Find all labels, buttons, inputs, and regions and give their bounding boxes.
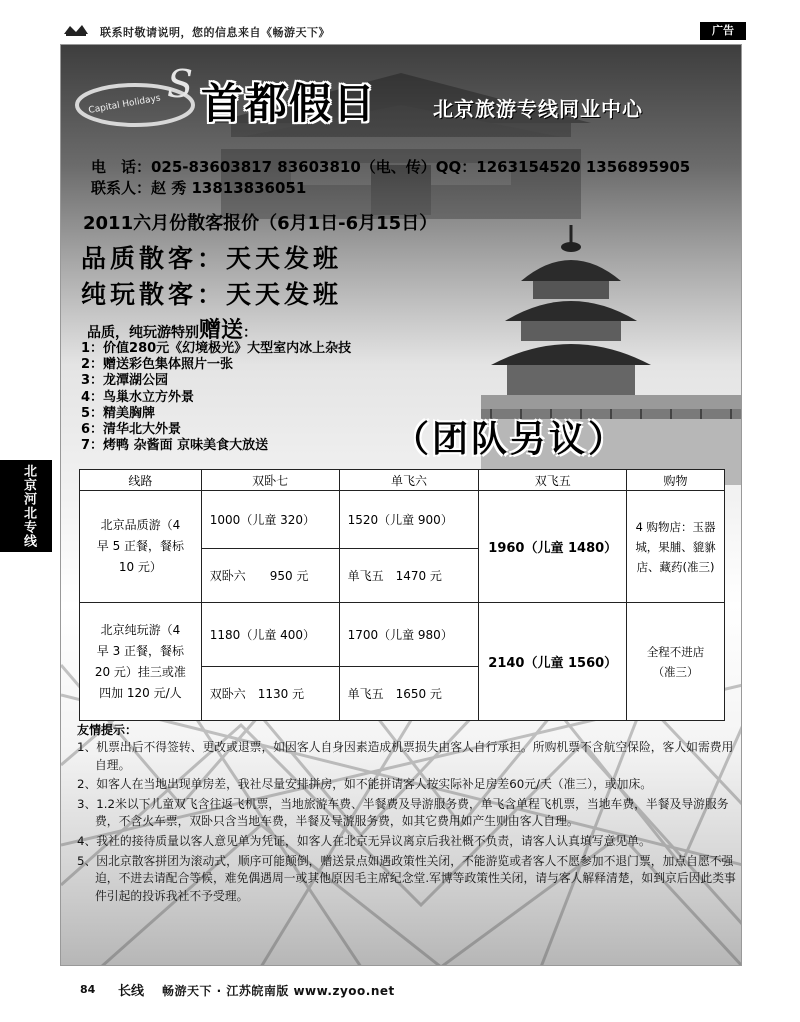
ad-badge: 广告 <box>700 22 746 40</box>
contact-block <box>91 157 690 199</box>
col-header-double-sleeper-7: 双卧七 <box>201 470 339 491</box>
route-line: 早 3 正餐，餐标 <box>96 643 185 658</box>
price-cell: 双卧六 950 元 <box>201 549 339 603</box>
brand-title: 首都假日 <box>201 79 378 128</box>
shopping-line: 4 购物店：玉器 <box>635 519 716 534</box>
price-cell: 单飞五 1650 元 <box>339 667 479 721</box>
page-footer <box>0 970 800 1022</box>
route-line: 早 5 正餐，餐标 <box>96 539 185 553</box>
brand-subtitle: 北京旅游专线同业中心 <box>433 97 643 121</box>
tips-list <box>77 739 737 907</box>
col-header-shopping: 购物 <box>627 470 725 491</box>
gift-item: 4：鸟巢水立方外景 <box>81 389 195 405</box>
col-header-single-flight-6: 单飞六 <box>339 470 479 491</box>
gift-item: 7：烤鸭 杂酱面 京味美食大放送 <box>81 438 269 454</box>
price-cell: 1960（儿童 1480） <box>479 491 627 603</box>
tips-title: 友情提示： <box>77 723 138 737</box>
section-side-tab <box>0 460 52 552</box>
col-header-double-flight-5: 双飞五 <box>479 470 627 491</box>
source-notice: 联系时敬请说明，您的信息来自《畅游天下》 <box>100 26 330 39</box>
group-price-note: （团队另议） <box>393 418 628 460</box>
contact-person-line: 联系人：赵 秀 13813836051 <box>91 179 307 197</box>
table-header-row <box>80 470 725 491</box>
headline-quality: 品质散客：天天发班 <box>81 244 343 273</box>
gift-prefix: 品质，纯玩游特别 <box>87 325 199 341</box>
side-tab-label: 北京河北专线 <box>21 464 36 548</box>
tip-item: 2、如客人在当地出现单房差，我社尽量安排拼房，如不能拼请客人按实际补足房差60元/天（准三），或加床。 <box>77 777 653 792</box>
shopping-line: 城，果脯、貔貅 <box>635 539 716 554</box>
gift-item: 6：清华北大外景 <box>81 422 182 438</box>
magazine-url[interactable]: www.zyoo.net <box>293 984 395 998</box>
promo-title: 2011六月份散客报价（6月1日-6月15日） <box>83 213 438 234</box>
table-row <box>80 603 725 667</box>
gift-heading <box>87 313 257 344</box>
shopping-line: 店、藏药(准三) <box>636 559 715 574</box>
page-number: 84 <box>80 983 96 996</box>
col-header-route: 线路 <box>80 470 202 491</box>
shopping-line: （准三） <box>652 664 699 679</box>
price-cell: 1700（儿童 980） <box>339 603 479 667</box>
headline-pure-play: 纯玩散客：天天发班 <box>81 280 343 309</box>
shopping-line: 全程不进店 <box>646 644 705 659</box>
route-line: 20 元）挂三或准 <box>94 664 186 679</box>
price-cell: 2140（儿童 1560） <box>479 603 627 721</box>
tip-item: 5、因北京散客拼团为滚动式，顺序可能颠倒，赠送景点如遇政策性关闭，不能游览或者客人不愿参加不退门票，加点自愿不强迫，不进去请配合等候，难免偶遇周一或其他原因毛主席纪念堂.军博等政策性关闭，请与客人解释清楚，如到京后因此类事件引起的投诉我社不予受理。 <box>77 853 736 903</box>
gift-item: 3：龙潭湖公园 <box>81 373 169 389</box>
logo-letter: S <box>167 62 194 106</box>
table-row <box>80 491 725 549</box>
gift-list <box>81 341 351 454</box>
gift-big-word: 赠送 <box>199 317 244 343</box>
route-line: 四加 120 元/人 <box>99 685 182 700</box>
phone-line: 电 话：025-83603817 83603810（电、传）QQ：1263154520 1356895905 <box>91 158 691 176</box>
section-label: 长线 <box>118 984 145 999</box>
gift-item: 5：精美胸牌 <box>81 405 156 421</box>
tip-item: 1、机票出后不得签转、更改或退票，如因客人自身因素造成机票损失由客人自行承担。所购机票不含航空保险，客人如需费用自理。 <box>77 740 734 772</box>
price-cell: 单飞五 1470 元 <box>339 549 479 603</box>
route-cell <box>80 491 202 603</box>
gift-item: 2：赠送彩色集体照片一张 <box>81 357 234 373</box>
price-cell: 1000（儿童 320） <box>201 491 339 549</box>
route-cell <box>80 603 202 721</box>
ad-panel <box>60 44 742 966</box>
magazine-name: 畅游天下 · 江苏皖南版 <box>162 984 289 998</box>
gift-suffix: ： <box>243 325 258 341</box>
magazine-credit <box>162 982 395 999</box>
price-cell: 1520（儿童 900） <box>339 491 479 549</box>
route-line: 10 元） <box>118 560 162 574</box>
gift-item: 1：价值280元《幻境极光》大型室内冰上杂技 <box>81 341 352 356</box>
route-line: 北京纯玩游（4 <box>100 622 181 637</box>
price-table <box>79 469 725 721</box>
magazine-crest-icon <box>62 22 90 38</box>
route-line: 北京品质游（4 <box>100 518 181 532</box>
price-cell: 双卧六 1130 元 <box>201 667 339 721</box>
logo-wordmark: Capital Holidays <box>87 93 162 116</box>
price-cell: 1180（儿童 400） <box>201 603 339 667</box>
top-bar <box>0 0 800 46</box>
shopping-cell <box>627 491 725 603</box>
tip-item: 3、1.2米以下儿童双飞含往返飞机票，当地旅游车费、半餐费及导游服务费，单飞含单程飞机票，当地车费，半餐及导游服务费，不含火车票，双卧只含当地车费，半餐及导游服务费，如其它费用如产生则由客人自理。 <box>77 796 729 829</box>
shopping-cell <box>627 603 725 721</box>
tip-item: 4、我社的接待质量以客人意见单为凭证，如客人在北京无异议离京后我社概不负责，请客人认真填写意见单。 <box>77 833 651 848</box>
